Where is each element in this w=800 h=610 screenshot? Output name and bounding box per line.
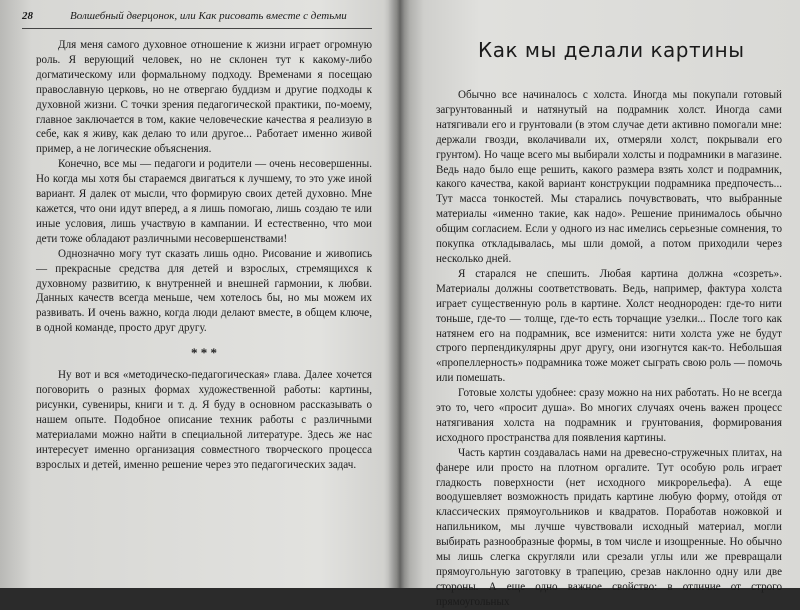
body-paragraph: Обычно все начиналось с холста. Иногда мы покупали готовый загрунтованный и натянутый на подрамник холст. Иногда сами натягивали его и грунтовали (в этом случае дети активно помогали мне: держали гвозди, вколачивали их, отмеряли холст, покрывали его грунтом). Но чаще всего мы выбирали холсты и подрамники в магазине. Ведь надо было еще решить, какого размера взять холст и подрамник, какого качества, какой вариант конструкции подрамника предпочесть... Тут масса тонкостей. Мы старались почувствовать, что выбранные материалы «именно такие, как надо». Решение принималось обычно общим согласием. Если у одного из нас имелись серьезные сомнения, то покупка откладывалась, мы шли домой, а потом приходили через несколько дней.	[436, 89, 782, 265]
running-head-title: Волшебный дверцонок, или Как рисовать вместе с детьми	[70, 10, 347, 22]
section-divider: * * *	[191, 345, 217, 361]
page-number: 28	[22, 10, 33, 22]
body-paragraph: Часть картин создавалась нами на древесно-стружечных плитах, на фанере или просто на плотном оргалите. Тут особую роль играет гладкость поверхности (нет исходного микрорельефа). А еще воодушевляет возможность придать картине любую форму, отойдя от классических прямоугольников и квадратов. Поработав ножовкой и напильником, мы лучше чувствовали исходный материал, могли выбирать разнообразные формы, в том числе и изощренные. Но обычно мы лишь слегка скругляли или срезали углы или же превращали прямоугольную заготовку в трапецию, срезав наклонно одну или две стороны. А еще одно важное свойство: в отличие от строго прямоугольных	[436, 446, 782, 608]
body-paragraph: Однозначно могу тут сказать лишь одно. Рисование и живопись — прекрасные средства для детей и взрослых, стремящихся к духовному развитию, к внутренней и внешней гармонии, к любви. Данных качеств всегда меньше, чем хотелось бы, но мы можем их развивать. И очень важно, когда люди делают вместе, в общем ключе, в одной команде, просто друг другу.	[36, 247, 372, 335]
chapter-title: Как мы делали картины	[478, 38, 745, 62]
body-paragraph: Конечно, все мы — педагоги и родители — очень несовершенны. Но когда мы хотя бы стараемся двигаться к лучшему, то это уже иной вариант. Я далек от мысли, что формирую своих детей духовно. Мне кажется, что они идут вперед, а я лишь помогаю, лишь создаю те или иные условия, лишь участвую в кампании. И естественно, что мои дети тоже обладают различными несовершенствами!	[36, 158, 372, 245]
running-head	[22, 8, 372, 29]
body-paragraph: Я старался не спешить. Любая картина должна «созреть». Материалы должны соответствовать. Ведь, например, фактура холста играет существенную роль в картине. Холст неоднороден: где-то нити тоньше, где-то — толще, где-то есть торчащие узелки... После того как натянем его на подрамник, все изменится: нити холста уже не будут строго перпендикулярны друг другу, они изогнутся как-то. Небольшая «пропеллерность» подрамника тоже может сыграть свою роль — помочь или помешать.	[436, 267, 782, 385]
right-page-body	[436, 88, 782, 610]
body-paragraph: Готовые холсты удобнее: сразу можно на них работать. Но не всегда это то, чего «просит душа». Во многих случаях очень важен процесс натягивания холста на подрамник и грунтования, формирования исходного пространства для появления картины.	[436, 387, 782, 444]
body-paragraph: Для меня самого духовное отношение к жизни играет огромную роль. Я верующий человек, но не склонен тут к какому-либо догматическому или формальному подходу. Временами я посещаю православную церковь, но не отвергаю буддизм и другие подходы к духовной жизни. С точки зрения педагогической практики, по-моему, главное заключается в том, какие человеческие качества я реализую в себе, как я живу, как делаю то или другое... Работает именно живой пример, а не логические объяснения.	[36, 39, 372, 156]
left-page	[0, 0, 395, 588]
body-paragraph: Ну вот и вся «методическо-педагогическая» глава. Далее хочется поговорить о разных формах художественной работы: картины, рисунки, сувениры, книги и т. д. Я буду в основном рассказывать о нашем опыте. Подобное описание техник работы с различными материалами можно найти в специальной литературе. Здесь же нас интересует именно организация совместного творческого процесса взрослых и детей, именно решение через это педагогических задач.	[36, 369, 372, 471]
left-page-body	[36, 38, 372, 472]
right-page	[402, 0, 800, 608]
